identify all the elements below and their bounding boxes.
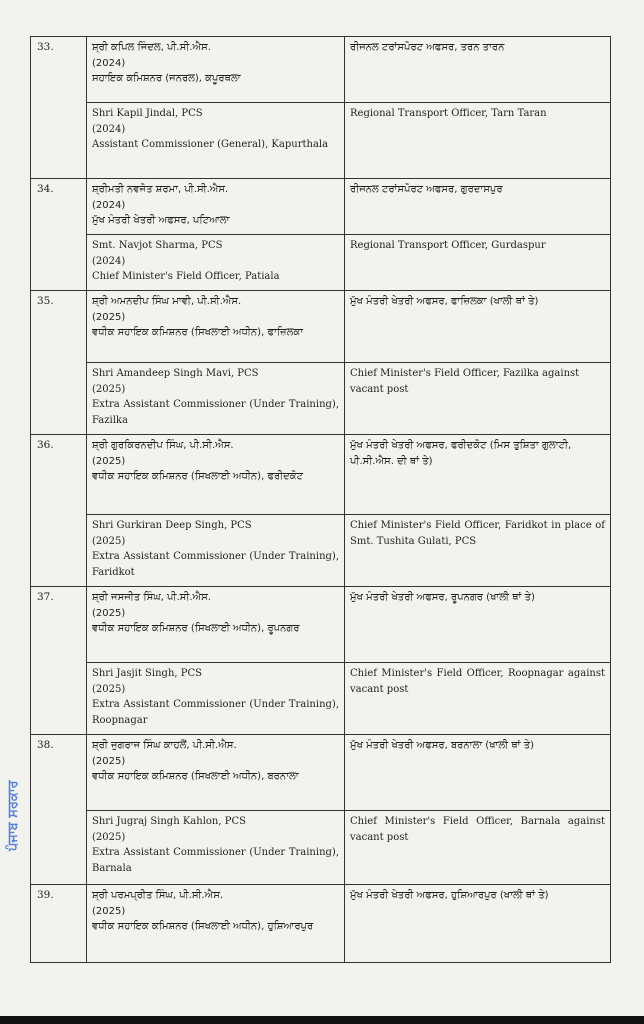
table-row: [31, 37, 611, 103]
officer-english: Shri Gurkiran Deep Singh, PCS (2025) Extra Assistant Commissioner (Under Training), Faridkot: [87, 515, 345, 587]
posting-english: Chief Minister's Field Officer, Roopnagar against vacant post: [345, 663, 611, 735]
serial-number: 38.: [31, 735, 87, 885]
officer-english: Shri Amandeep Singh Mavi, PCS (2025) Extra Assistant Commissioner (Under Training), Fazilka: [87, 363, 345, 435]
serial-number: 36.: [31, 435, 87, 587]
table-row: [31, 363, 611, 435]
posting-punjabi: ਮੁੱਖ ਮੰਤਰੀ ਖੇਤਰੀ ਅਫਸਰ, ਫਰੀਦਕੋਟ (ਮਿਸ ਤੁਸ਼ਿਤਾ ਗੁਲਾਟੀ, ਪੀ.ਸੀ.ਐਸ. ਦੀ ਥਾਂ ਤੇ): [345, 435, 611, 515]
posting-punjabi: ਮੁੱਖ ਮੰਤਰੀ ਖੇਤਰੀ ਅਫਸਰ, ਬਰਨਾਲਾ (ਖਾਲੀ ਥਾਂ ਤੇ): [345, 735, 611, 811]
table-row: [31, 663, 611, 735]
table-row: [31, 435, 611, 515]
serial-number: 33.: [31, 37, 87, 179]
transfer-table: [30, 36, 611, 963]
table-row: [31, 103, 611, 179]
posting-english: Chief Minister's Field Officer, Faridkot in place of Smt. Tushita Gulati, PCS: [345, 515, 611, 587]
bottom-bar: [0, 1016, 644, 1024]
table-row: [31, 515, 611, 587]
officer-english: Shri Jugraj Singh Kahlon, PCS (2025) Extra Assistant Commissioner (Under Training), Barnala: [87, 811, 345, 885]
table-row: [31, 587, 611, 663]
posting-english: Regional Transport Officer, Tarn Taran: [345, 103, 611, 179]
officer-punjabi: ਸ਼੍ਰੀ ਪਰਮਪ੍ਰੀਤ ਸਿੰਘ, ਪੀ.ਸੀ.ਐਸ. (2025) ਵਧੀਕ ਸਹਾਇਕ ਕਮਿਸ਼ਨਰ (ਸਿਖਲਾਈ ਅਧੀਨ), ਹੁਸ਼ਿਆਰਪੁਰ: [87, 885, 345, 963]
posting-punjabi: ਰੀਜਨਲ ਟਰਾਂਸਪੋਰਟ ਅਫਸਰ, ਗੁਰਦਾਸਪੁਰ: [345, 179, 611, 235]
table-row: [31, 735, 611, 811]
table-row: [31, 811, 611, 885]
officer-punjabi: ਸ਼੍ਰੀਮਤੀ ਨਵਜੋਤ ਸ਼ਰਮਾ, ਪੀ.ਸੀ.ਐਸ. (2024) ਮੁੱਖ ਮੰਤਰੀ ਖੇਤਰੀ ਅਫਸਰ, ਪਟਿਆਲਾ: [87, 179, 345, 235]
officer-punjabi: ਸ਼੍ਰੀ ਜਸਜੀਤ ਸਿੰਘ, ਪੀ.ਸੀ.ਐਸ. (2025) ਵਧੀਕ ਸਹਾਇਕ ਕਮਿਸ਼ਨਰ (ਸਿਖਲਾਈ ਅਧੀਨ), ਰੂਪਨਗਰ: [87, 587, 345, 663]
serial-number: 39.: [31, 885, 87, 963]
officer-english: Smt. Navjot Sharma, PCS (2024) Chief Minister's Field Officer, Patiala: [87, 235, 345, 291]
table-row: [31, 179, 611, 235]
serial-number: 34.: [31, 179, 87, 291]
posting-punjabi: ਰੀਜਨਲ ਟਰਾਂਸਪੋਰਟ ਅਫਸਰ, ਤਰਨ ਤਾਰਨ: [345, 37, 611, 103]
serial-number: 37.: [31, 587, 87, 735]
serial-number: 35.: [31, 291, 87, 435]
posting-punjabi: ਮੁੱਖ ਮੰਤਰੀ ਖੇਤਰੀ ਅਫਸਰ, ਰੂਪਨਗਰ (ਖਾਲੀ ਥਾਂ ਤੇ): [345, 587, 611, 663]
officer-punjabi: ਸ਼੍ਰੀ ਜੁਗਰਾਜ ਸਿੰਘ ਕਾਹਲੋਂ, ਪੀ.ਸੀ.ਐਸ. (2025) ਵਧੀਕ ਸਹਾਇਕ ਕਮਿਸ਼ਨਰ (ਸਿਖਲਾਈ ਅਧੀਨ), ਬਰਨਾਲਾ: [87, 735, 345, 811]
officer-punjabi: ਸ਼੍ਰੀ ਗੁਰਕਿਰਨਦੀਪ ਸਿੰਘ, ਪੀ.ਸੀ.ਐਸ. (2025) ਵਧੀਕ ਸਹਾਇਕ ਕਮਿਸ਼ਨਰ (ਸਿਖਲਾਈ ਅਧੀਨ), ਫਰੀਦਕੋਟ: [87, 435, 345, 515]
officer-punjabi: ਸ਼੍ਰੀ ਕਪਿਲ ਜਿੰਦਲ, ਪੀ.ਸੀ.ਐਸ. (2024) ਸਹਾਇਕ ਕਮਿਸ਼ਨਰ (ਜਨਰਲ), ਕਪੂਰਥਲਾ: [87, 37, 345, 103]
posting-punjabi: ਮੁੱਖ ਮੰਤਰੀ ਖੇਤਰੀ ਅਫਸਰ, ਹੁਸ਼ਿਆਰਪੁਰ (ਖਾਲੀ ਥਾਂ ਤੇ): [345, 885, 611, 963]
table-row: [31, 291, 611, 363]
officer-english: Shri Kapil Jindal, PCS (2024) Assistant Commissioner (General), Kapurthala: [87, 103, 345, 179]
posting-english: Regional Transport Officer, Gurdaspur: [345, 235, 611, 291]
table-row: [31, 885, 611, 963]
posting-punjabi: ਮੁੱਖ ਮੰਤਰੀ ਖੇਤਰੀ ਅਫਸਰ, ਫਾਜ਼ਿਲਕਾ (ਖਾਲੀ ਥਾਂ ਤੇ): [345, 291, 611, 363]
table-row: [31, 235, 611, 291]
margin-stamp: ਪੰਜਾਬ ਸਰਕਾਰ: [6, 780, 21, 851]
posting-english: Chief Minister's Field Officer, Barnala against vacant post: [345, 811, 611, 885]
posting-english: Chief Minister's Field Officer, Fazilka against vacant post: [345, 363, 611, 435]
officer-english: Shri Jasjit Singh, PCS (2025) Extra Assistant Commissioner (Under Training), Roopnagar: [87, 663, 345, 735]
officer-punjabi: ਸ਼੍ਰੀ ਅਮਨਦੀਪ ਸਿੰਘ ਮਾਵੀ, ਪੀ.ਸੀ.ਐਸ. (2025) ਵਧੀਕ ਸਹਾਇਕ ਕਮਿਸ਼ਨਰ (ਸਿਖਲਾਈ ਅਧੀਨ), ਫਾਜ਼ਿਲਕਾ: [87, 291, 345, 363]
